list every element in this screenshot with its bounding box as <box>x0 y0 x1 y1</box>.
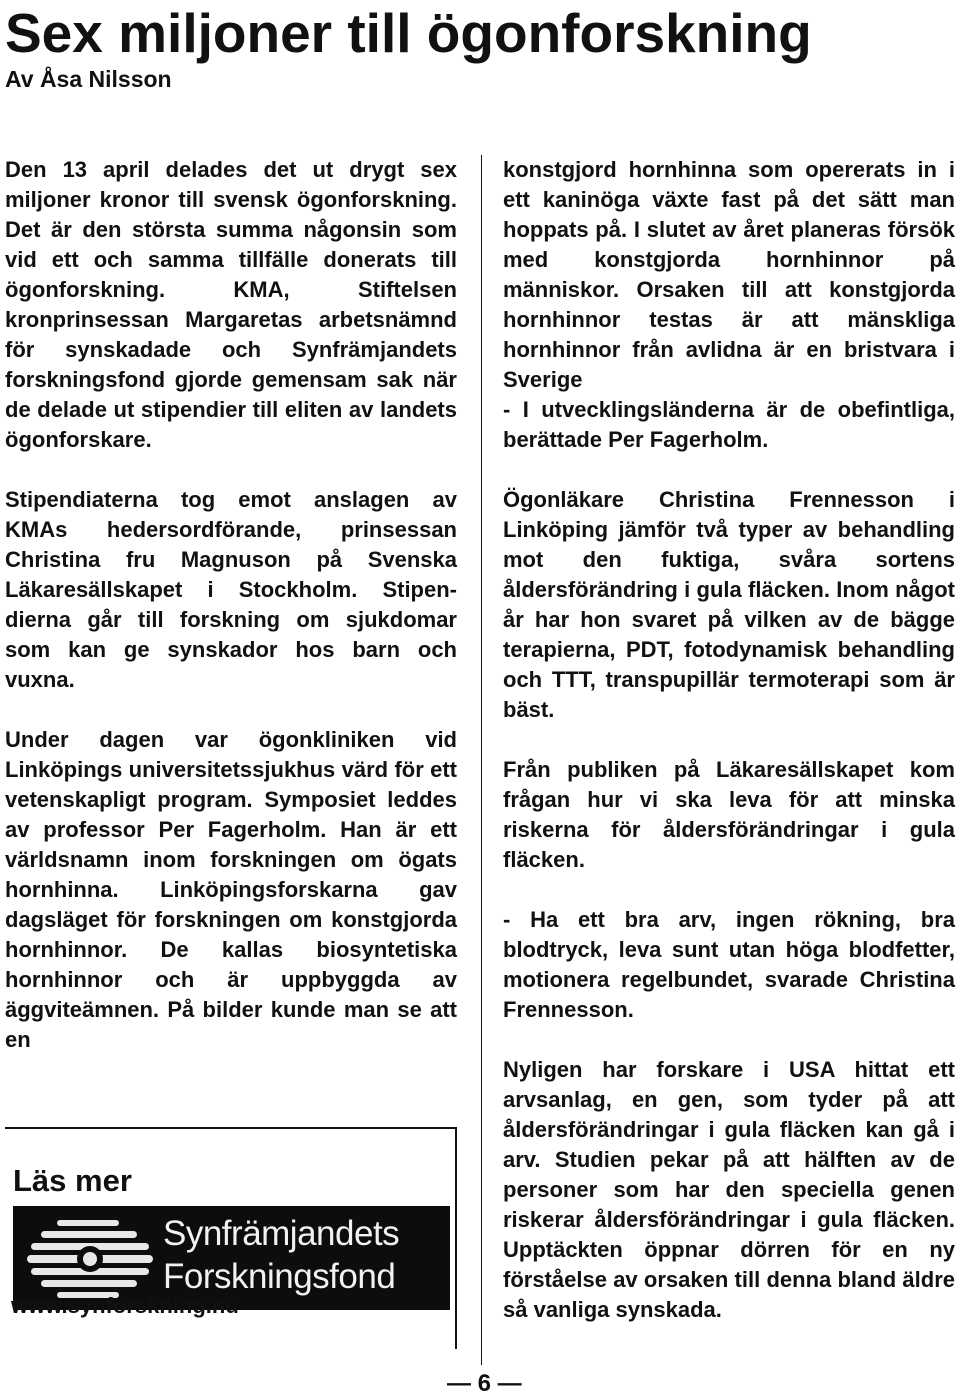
paragraph: - Ha ett bra arv, ingen rökning, bra blodtryck, leva sunt utan höga blodfetter, motionera regelbundet, svarade Christina Frennesson. <box>503 907 955 1022</box>
paragraph: konstgjord hornhinna som opererats in i ett kaninöga växte fast på det sätt man hoppats på. I slutet av året planeras försök med konstgjorda hornhinnor på människor. Orsaken till att konstgjorda hornhinnor testas är att mänskliga hornhinnor från avlidna är en bristvara i Sverige <box>503 157 955 392</box>
paragraph: Ögonläkare Christina Frennesson i Linköping jämför två typer av behandling mot den fuktiga, svåra sortens åldersförändring i gula fläcken. Inom något år har hon svaret på vilken av de bägge terapierna, PDT, fotodynamisk behandling och TTT, transpupillär termoterapi som är bäst. <box>503 487 955 722</box>
read-more-heading: Läs mer <box>13 1163 132 1198</box>
right-column <box>503 155 955 1355</box>
article-byline: Av Åsa Nilsson <box>5 66 172 92</box>
paragraph: Från publiken på Läkaresällskapet kom frågan hur vi ska leva för att minska riskerna för åldersförändringar i gula fläcken. <box>503 757 955 872</box>
logo-text-line2: Forskningsfond <box>163 1257 396 1296</box>
paragraph: Stipendiaterna tog emot anslagen av KMAs hedersordförande, prinsessan Christina fru Magnuson på Svenska Läkaresällskapet i Stockholm. Stipendierna går till forskning om sjukdomar som kan ge synskador hos barn och vuxna. <box>5 487 457 692</box>
paragraph: Den 13 april delades det ut drygt sex miljoner kronor till svensk ögonforskning. Det är den största summa någonsin som vid ett och samma tillfälle donerats till ögonforskning. KMA, Stiftelsen kronprinsessan Margaretas arbetsnämnd för synskadade och Synfrämjandets forskningsfond gjorde gemensam sak när de delade ut stipendier till eliten av landets ögonforskare. <box>5 157 457 452</box>
left-column <box>5 155 457 1085</box>
paragraph: Under dagen var ögonkliniken vid Linköpings universitetssjukhus värd för ett vetenskapligt program. Symposiet leddes av professor Per Fagerholm. Han är ett världsnamn inom forskningen om ögats hornhinna. Linköpingsforskarna gav dagsläget för forskningen om konstgjorda hornhinnor. De kallas biosyntetiska hornhinnor och är uppbyggda av äggviteämnen. På bilder kunde man se att en <box>5 727 457 1052</box>
article-title: Sex miljoner till ögonforskning <box>5 2 812 64</box>
logo-text-line1: Synfrämjandets <box>163 1214 400 1253</box>
paragraph: Nyligen har forskare i USA hittat ett arvsanlag, en gen, som tyder på att åldersförändringar i gula fläcken kan gå i arv. Studien pekar på att hälften av de personer som har den speciella genen riskerar åldersförändringar i gula fläcken. Upptäckten öppnar dörren för en ny förståelse av orsaken till denna bland äldre så vanliga synskada. <box>503 1057 955 1322</box>
column-divider <box>481 155 482 1365</box>
eye-stripes-logo-icon <box>27 1218 157 1300</box>
page-number: — 6 — <box>447 1370 522 1397</box>
paragraph: - I utvecklingsländerna är de obefintliga, berättade Per Fagerholm. <box>503 397 955 452</box>
read-more-box <box>5 1127 457 1349</box>
website-link[interactable]: www.synforskning.nu <box>11 1293 239 1318</box>
